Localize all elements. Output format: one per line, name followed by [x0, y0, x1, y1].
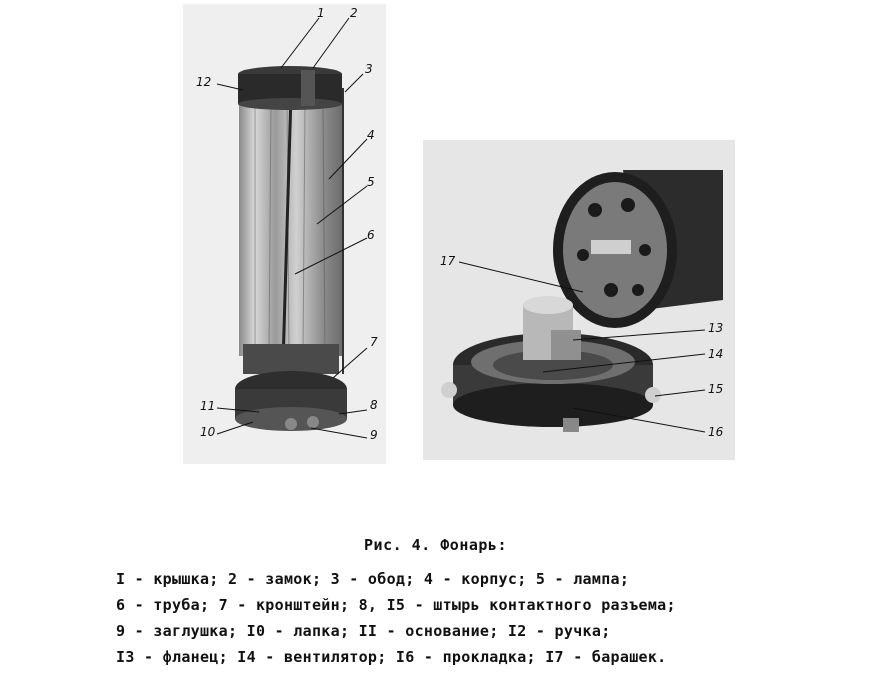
left-callout: 3 — [365, 62, 373, 76]
legend-line: 9 - заглушка; I0 - лапка; II - основание; I2 - ручка; — [116, 622, 611, 640]
right-callout: 17 — [440, 254, 456, 268]
legend-line: I3 - фланец; I4 - вентилятор; I6 - прокладка; I7 - барашек. — [116, 648, 667, 666]
left-callout: 9 — [370, 428, 378, 442]
lantern-opened-photo — [423, 140, 735, 460]
left-callout: 7 — [370, 335, 378, 349]
left-callout: 1 — [317, 6, 325, 20]
left-callout: 8 — [370, 398, 378, 412]
left-callout: 11 — [200, 399, 216, 413]
left-callout: 10 — [200, 425, 216, 439]
lantern-assembled-photo — [183, 4, 386, 464]
right-callout: 16 — [708, 425, 724, 439]
legend-line: 6 - труба; 7 - кронштейн; 8, I5 - штырь контактного разъема; — [116, 596, 676, 614]
left-callout: 6 — [367, 228, 375, 242]
right-callout: 13 — [708, 321, 724, 335]
right-callout: 14 — [708, 347, 724, 361]
left-callout: 4 — [367, 128, 375, 142]
right-callout: 15 — [708, 382, 724, 396]
left-callout: 5 — [367, 175, 375, 189]
figure-title: Рис. 4. Фонарь: — [364, 536, 507, 554]
left-callout: 12 — [196, 75, 212, 89]
legend-line: I - крышка; 2 - замок; 3 - обод; 4 - корпус; 5 - лампа; — [116, 570, 630, 588]
left-callout: 2 — [350, 6, 358, 20]
